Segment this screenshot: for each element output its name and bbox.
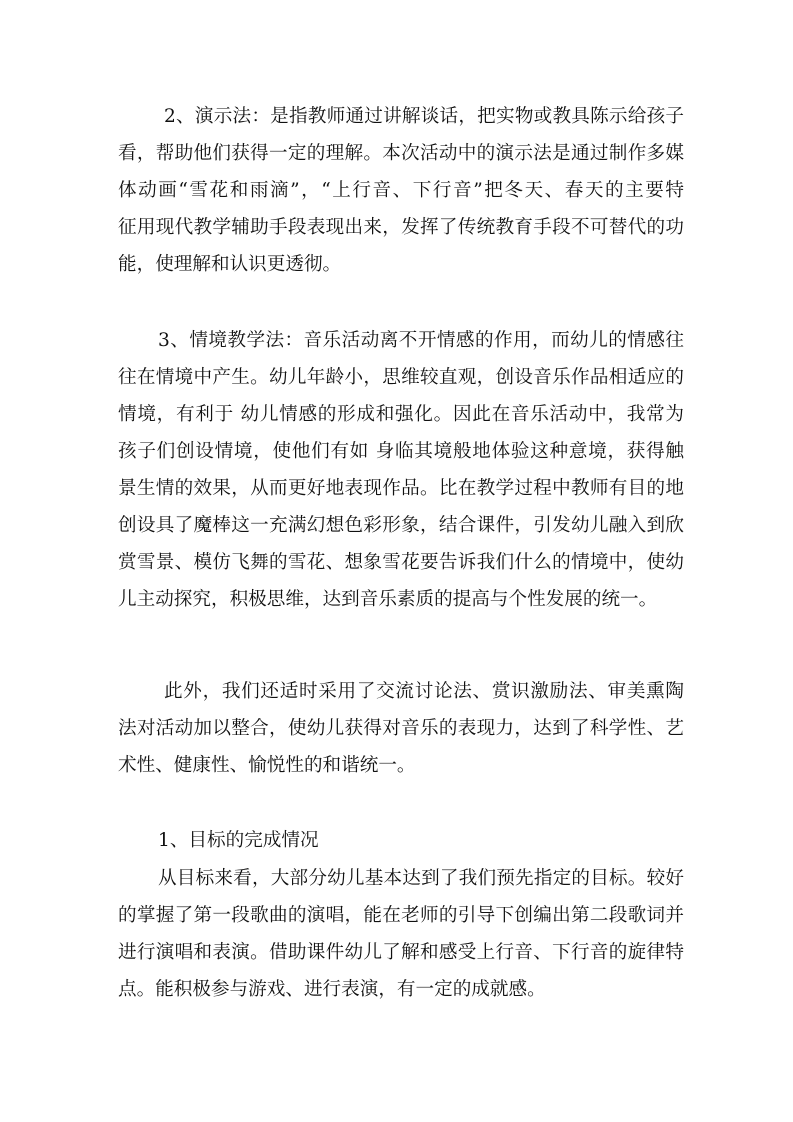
- text-line: 此外，我们还适时采用了交流讨论法、赏识激励法、审美熏陶: [164, 681, 684, 702]
- text-line: 儿主动探究，积极思维，达到音乐素质的提高与个性发展的统一。: [118, 589, 658, 610]
- text-line: 征用现代教学辅助手段表现出来，发挥了传统教育手段不可替代的功: [118, 217, 684, 238]
- text-line: 看，帮助他们获得一定的理解。本次活动中的演示法是通过制作多媒: [118, 143, 684, 164]
- text-line: 创设具了魔棒这一充满幻想色彩形象，结合课件，引发幼儿融入到欣: [118, 515, 684, 536]
- text-line: 3、情境教学法：音乐活动离不开情感的作用，而幼儿的情感往: [158, 330, 684, 351]
- text-line: 情境，有利于 幼儿情感的形成和强化。因此在音乐活动中，我常为: [118, 404, 684, 425]
- paragraph-additional-methods: [118, 673, 684, 784]
- text-line: 的掌握了第一段歌曲的演唱，能在老师的引导下创编出第二段歌词并: [118, 905, 684, 926]
- text-line: 进行演唱和表演。借助课件幼儿了解和感受上行音、下行音的旋律特: [118, 942, 684, 963]
- text-line: 体动画“雪花和雨滴”，“上行音、下行音”把冬天、春天的主要特: [118, 180, 684, 201]
- paragraph-demonstration-method: [118, 98, 684, 283]
- text-line: 法对活动加以整合，使幼儿获得对音乐的表现力，达到了科学性、艺: [118, 718, 684, 739]
- text-line: 点。能积极参与游戏、进行表演，有一定的成就感。: [118, 979, 546, 1000]
- paragraph-situational-teaching: [118, 322, 684, 618]
- text-line: 能，使理解和认识更透彻。: [118, 254, 342, 275]
- section-heading-goal-completion: [118, 822, 684, 859]
- text-line: 从目标来看，大部分幼儿基本达到了我们预先指定的目标。较好: [158, 868, 684, 889]
- text-line: 景生情的效果，从而更好地表现作品。比在教学过程中教师有目的地: [118, 478, 684, 499]
- text-line: 赏雪景、模仿飞舞的雪花、想象雪花要告诉我们什么的情境中，使幼: [118, 552, 684, 573]
- text-line: 1、目标的完成情况: [158, 830, 319, 851]
- text-line: 2、演示法：是指教师通过讲解谈话，把实物或教具陈示给孩子: [164, 106, 684, 127]
- text-line: 往在情境中产生。幼儿年龄小，思维较直观，创设音乐作品相适应的: [118, 367, 684, 388]
- paragraph-goal-results: [118, 860, 684, 1008]
- text-line: 术性、健康性、愉悦性的和谐统一。: [118, 755, 416, 776]
- text-line: 孩子们创设情境，使他们有如 身临其境般地体验这种意境，获得触: [118, 441, 684, 462]
